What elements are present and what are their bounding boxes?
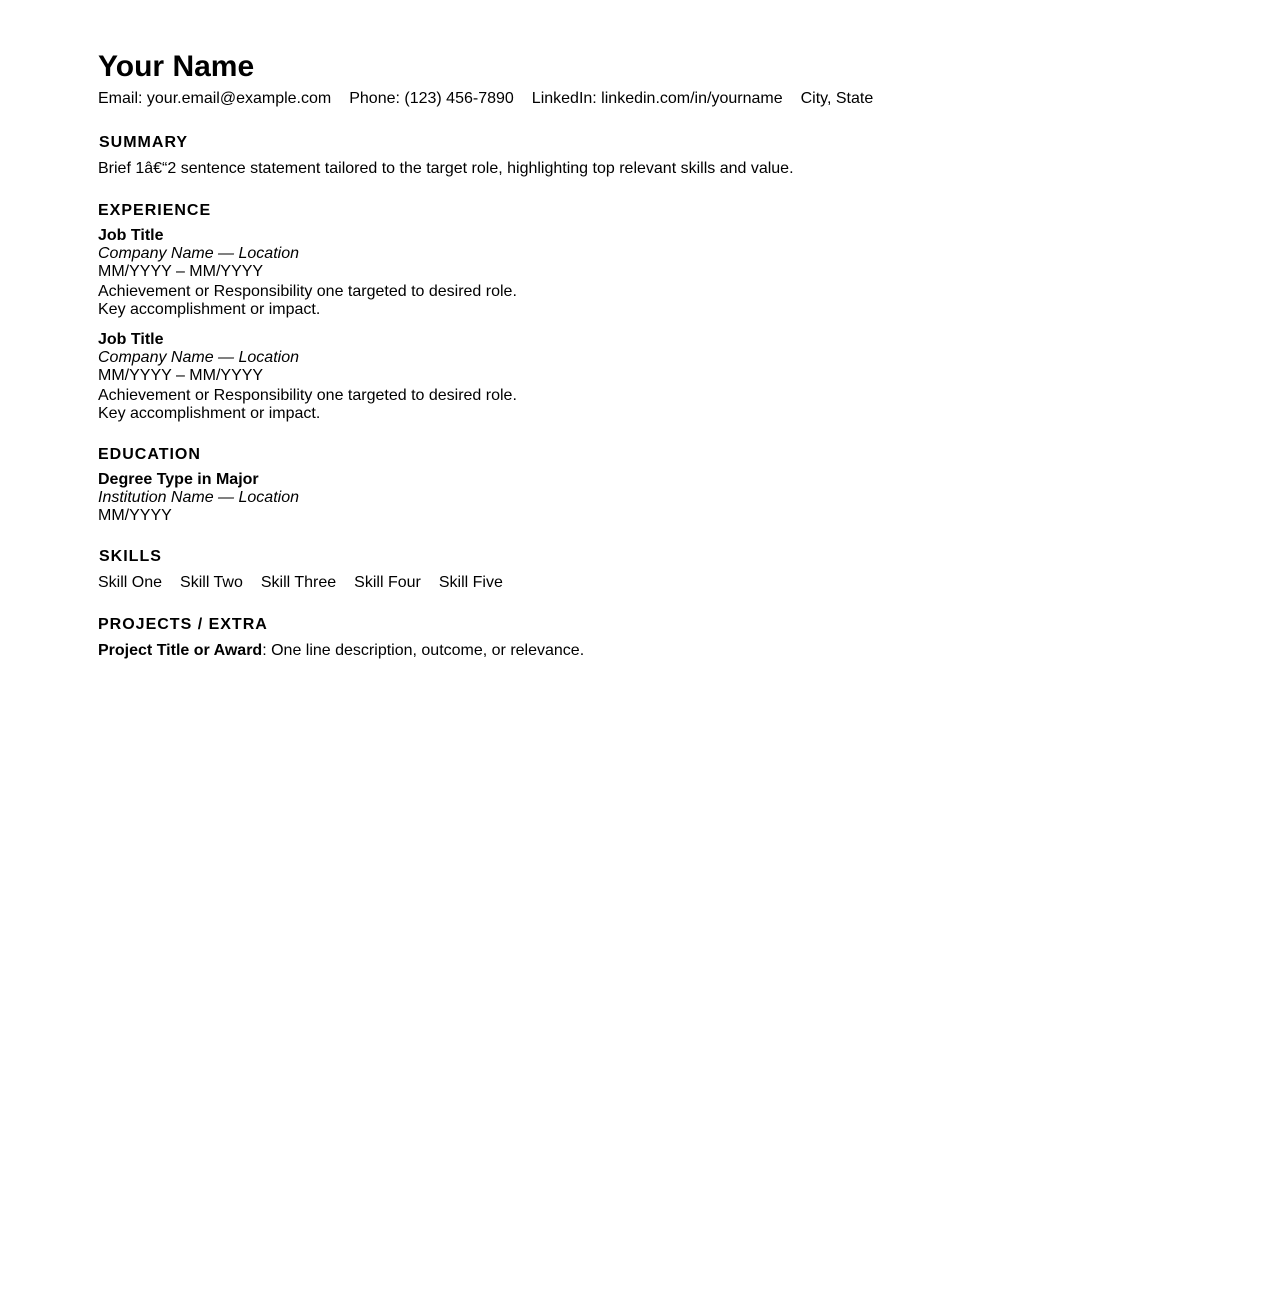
education-entry — [98, 471, 1100, 525]
skill-item: Skill Two — [180, 574, 243, 591]
experience-heading: EXPERIENCE — [98, 202, 212, 219]
job-detail: Achievement or Responsibility one targeted to desired role. — [98, 283, 517, 300]
contact-line — [98, 89, 1100, 109]
degree-title: Degree Type in Major — [98, 471, 259, 488]
skill-item: Skill Four — [354, 574, 421, 591]
contact-location: City, State — [800, 90, 874, 107]
contact-phone: Phone: (123) 456-7890 — [349, 90, 514, 107]
institution: Institution Name — Location — [98, 489, 299, 506]
skill-item: Skill Three — [260, 574, 337, 591]
skill-item: Skill One — [98, 574, 163, 591]
job-dates: MM/YYYY – MM/YYYY — [98, 263, 264, 280]
job-entry — [98, 227, 1100, 319]
job-detail: Key accomplishment or impact. — [98, 405, 321, 422]
contact-linkedin: LinkedIn: linkedin.com/in/yourname — [531, 90, 783, 107]
job-entry — [98, 331, 1100, 423]
skills-list — [98, 573, 1100, 593]
skill-item: Skill Five — [438, 574, 503, 591]
job-company: Company Name — Location — [98, 245, 299, 262]
education-date: MM/YYYY — [98, 507, 172, 524]
job-title: Job Title — [98, 331, 164, 348]
education-heading: EDUCATION — [98, 446, 201, 463]
job-details — [98, 283, 1100, 319]
job-detail: Achievement or Responsibility one targeted to desired role. — [98, 387, 517, 404]
job-company: Company Name — Location — [98, 349, 299, 366]
project-description: : One line description, outcome, or relevance. — [262, 642, 585, 659]
job-detail: Key accomplishment or impact. — [98, 301, 321, 318]
job-dates: MM/YYYY – MM/YYYY — [98, 367, 264, 384]
project-entry — [98, 641, 1100, 661]
contact-email: Email: your.email@example.com — [98, 90, 332, 107]
projects-heading: PROJECTS / EXTRA — [98, 616, 268, 633]
job-details — [98, 387, 1100, 423]
job-title: Job Title — [98, 227, 164, 244]
resume-page — [0, 0, 1100, 661]
resume-name: Your Name — [98, 50, 255, 83]
summary-heading: SUMMARY — [99, 134, 189, 151]
summary-text: Brief 1â€“2 sentence statement tailored to the target role, highlighting top relevant skills and value. — [98, 160, 794, 177]
project-title: Project Title or Award — [98, 642, 263, 659]
skills-heading: SKILLS — [99, 548, 162, 565]
